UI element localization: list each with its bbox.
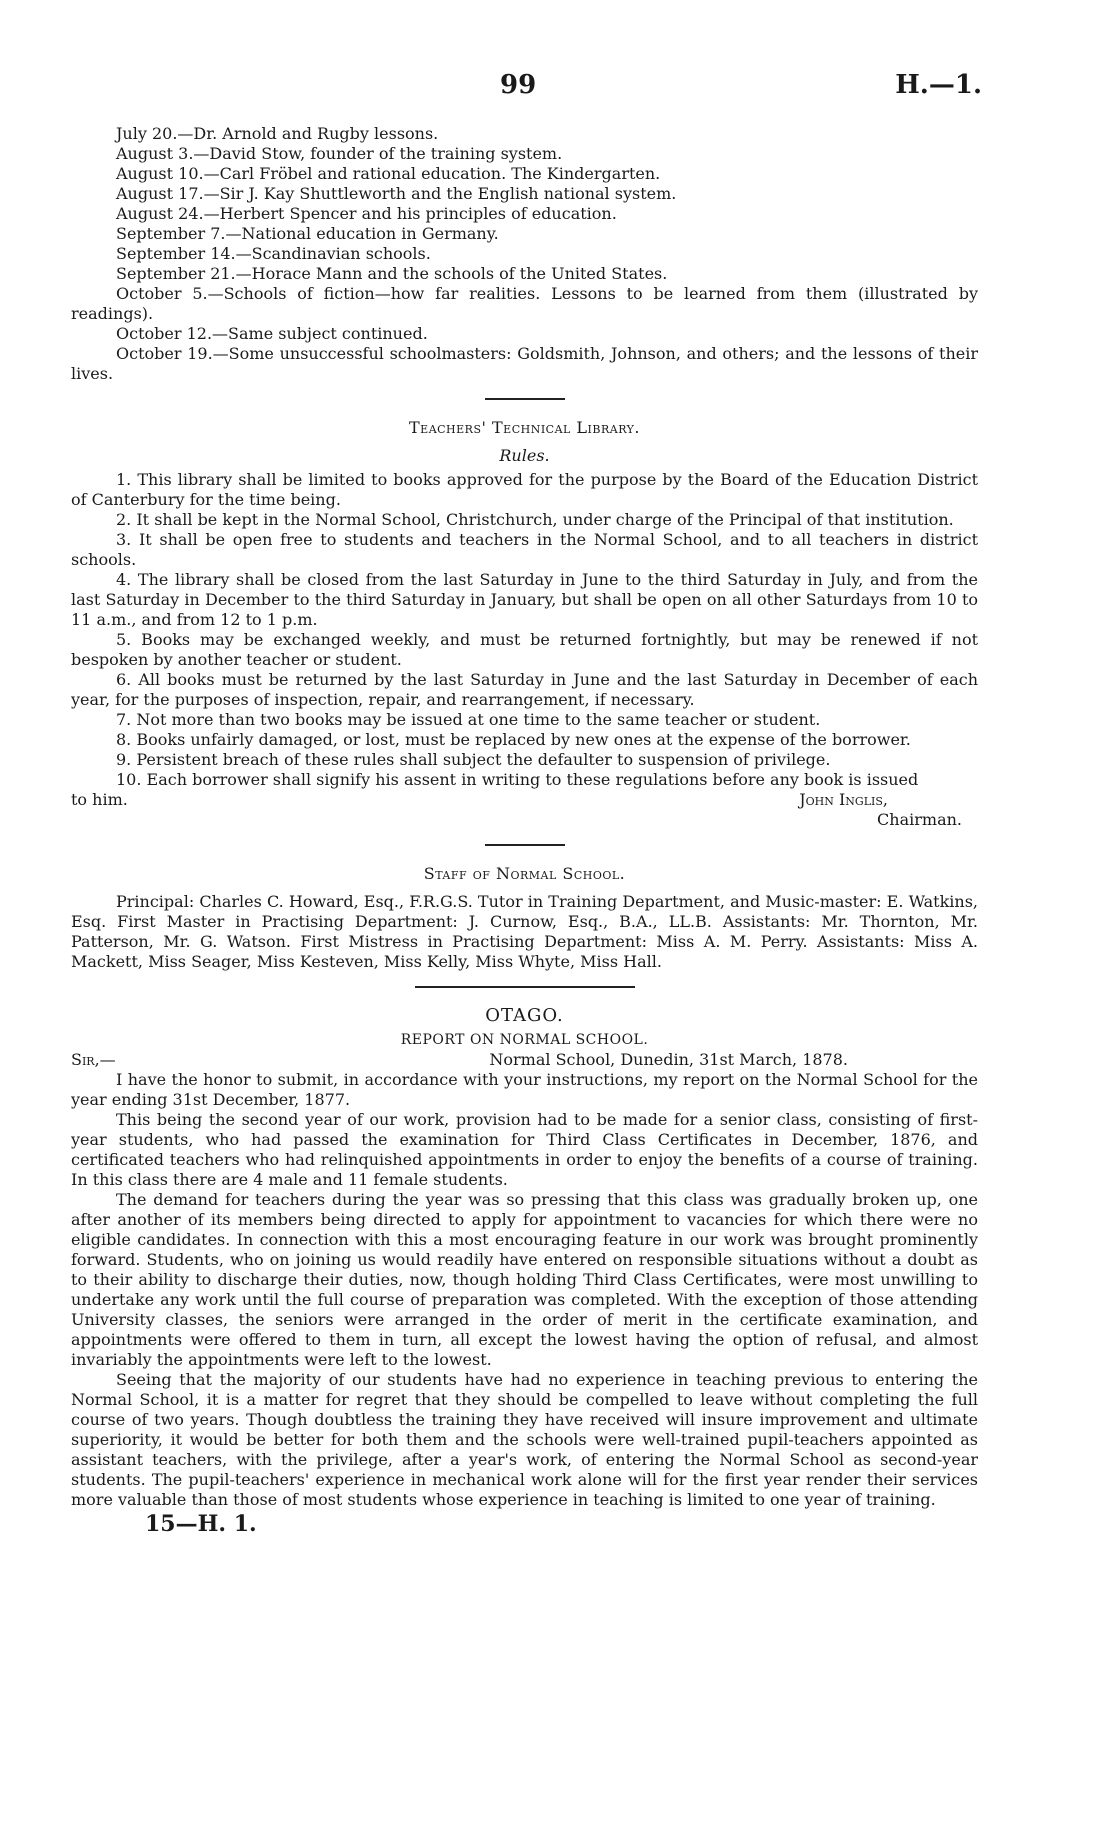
report-paragraph: Seeing that the majority of our students have had no experience in teaching previous to entering the Normal School, it is a matter for regret that they should be compelled to leave without completing the full course of two years. Though doubtless the training they have received will insure improvement and ultimate superiority, it would be better for both them and the schools were well-trained pupil-teachers appointed as assistant teachers, with the privilege, after a year's work, of entering the Normal School as second-year students. The pupil-teachers' experience in mechanical work alone will for the first year render their services more valuable than those of most students whose experience in teaching is limited to one year of training. — [71, 1370, 978, 1509]
rule-item: 7. Not more than two books may be issued at one time to the same teacher or student. — [116, 710, 821, 729]
document-code: H.—1. — [895, 70, 982, 100]
rule-item: 5. Books may be exchanged weekly, and must be returned fortnightly, but may be renewed if not bespoken by another teacher or student. — [71, 630, 978, 669]
report-heading-line — [71, 1050, 978, 1070]
salutation: Sir,— — [71, 1050, 116, 1069]
staff-section — [71, 864, 978, 972]
rule-item: 4. The library shall be closed from the last Saturday in June to the third Saturday in July, and from the last Saturday in December to the third Saturday in January, but shall be open on all other Saturdays from 10 to 11 a.m., and from 12 to 1 p.m. — [71, 570, 978, 629]
section-divider — [415, 986, 635, 988]
otago-report — [71, 1006, 978, 1510]
page-content — [71, 124, 978, 1537]
lecture-item: July 20.—Dr. Arnold and Rugby lessons. — [116, 124, 439, 143]
rule-item: 2. It shall be kept in the Normal School, Christchurch, under charge of the Principal of that institution. — [116, 510, 954, 529]
lecture-item: October 5.—Schools of fiction—how far realities. Lessons to be learned from them (illustrated by readings). — [71, 284, 978, 323]
report-paragraph: I have the honor to submit, in accordance with your instructions, my report on the Normal School for the year ending 31st December, 1877. — [71, 1070, 978, 1109]
library-title: Teachers' Technical Library. — [409, 418, 640, 437]
signature-title: Chairman. — [877, 810, 962, 829]
rule-item: 1. This library shall be limited to books approved for the purpose by the Board of the Education District of Canterbury for the time being. — [71, 470, 978, 509]
staff-title: Staff of Normal School. — [423, 864, 626, 883]
signature-mark: 15—H. 1. — [145, 1511, 257, 1537]
location-date: Normal School, Dunedin, 31st March, 1878. — [489, 1050, 848, 1069]
page-header — [0, 70, 1114, 110]
lecture-item: October 19.—Some unsuccessful schoolmasters: Goldsmith, Johnson, and others; and the lessons of their lives. — [71, 344, 978, 383]
report-region-title: OTAGO. — [485, 1005, 564, 1026]
library-section — [71, 418, 978, 830]
signature-line — [71, 790, 978, 810]
rule-item: 8. Books unfairly damaged, or lost, must be replaced by new ones at the expense of the borrower. — [116, 730, 911, 749]
signature-name: John Inglis, — [799, 790, 888, 809]
lecture-item: September 21.—Horace Mann and the schools of the United States. — [116, 264, 668, 283]
page-number: 99 — [500, 70, 537, 100]
rule-ending: to him. — [71, 790, 128, 809]
report-paragraph: The demand for teachers during the year was so pressing that this class was gradually broken up, one after another of its members being directed to apply for appointment to vacancies for which there were no eligible candidates. In connection with this a most encouraging feature in our work was brought prominently forward. Students, who on joining us would readily have entered on responsible situations without a doubt as to their ability to discharge their duties, now, though holding Third Class Certificates, were most unwilling to undertake any work until the full course of preparation was completed. With the exception of those attending University classes, the seniors were arranged in the order of merit in the certificate examination, and appointments were offered to them in turn, all except the lowest having the option of refusal, and almost invariably the appointments were left to the lowest. — [71, 1190, 978, 1369]
rule-item: 6. All books must be returned by the last Saturday in June and the last Saturday in December of each year, for the purposes of inspection, repair, and rearrangement, if necessary. — [71, 670, 978, 709]
lecture-item: September 7.—National education in Germany. — [116, 224, 499, 243]
lecture-list — [71, 124, 978, 384]
lecture-item: August 17.—Sir J. Kay Shuttleworth and the English national system. — [116, 184, 677, 203]
lecture-item: August 3.—David Stow, founder of the training system. — [116, 144, 563, 163]
section-divider — [485, 398, 565, 400]
lecture-item: August 24.—Herbert Spencer and his principles of education. — [116, 204, 617, 223]
section-divider — [485, 844, 565, 846]
report-paragraph: This being the second year of our work, provision had to be made for a senior class, consisting of first-year students, who had passed the examination for Third Class Certificates in December, 1876, and certificated teachers who had relinquished appointments in order to enjoy the benefits of a course of training. In this class there are 4 male and 11 female students. — [71, 1110, 978, 1189]
staff-list: Principal: Charles C. Howard, Esq., F.R.G.S. Tutor in Training Department, and Music-master: E. Watkins, Esq. First Master in Practising Department: J. Curnow, Esq., B.A., LL.B. Assistants: Mr. Thornton, Mr. Patterson, Mr. G. Watson. First Mistress in Practising Department: Miss A. M. Perry. Assistants: Miss A. Mackett, Miss Seager, Miss Kesteven, Miss Kelly, Miss Whyte, Miss Hall. — [71, 892, 978, 971]
lecture-item: September 14.—Scandinavian schools. — [116, 244, 431, 263]
rule-item: 3. It shall be open free to students and teachers in the Normal School, and to all teachers in district schools. — [71, 530, 978, 569]
rule-item: 9. Persistent breach of these rules shall subject the defaulter to suspension of privilege. — [116, 750, 831, 769]
rule-item: 10. Each borrower shall signify his assent in writing to these regulations before any book is issued — [116, 770, 919, 789]
lecture-item: August 10.—Carl Fröbel and rational education. The Kindergarten. — [116, 164, 661, 183]
report-title: REPORT ON NORMAL SCHOOL. — [400, 1032, 649, 1048]
library-subtitle: Rules. — [499, 446, 550, 465]
lecture-item: October 12.—Same subject continued. — [116, 324, 428, 343]
